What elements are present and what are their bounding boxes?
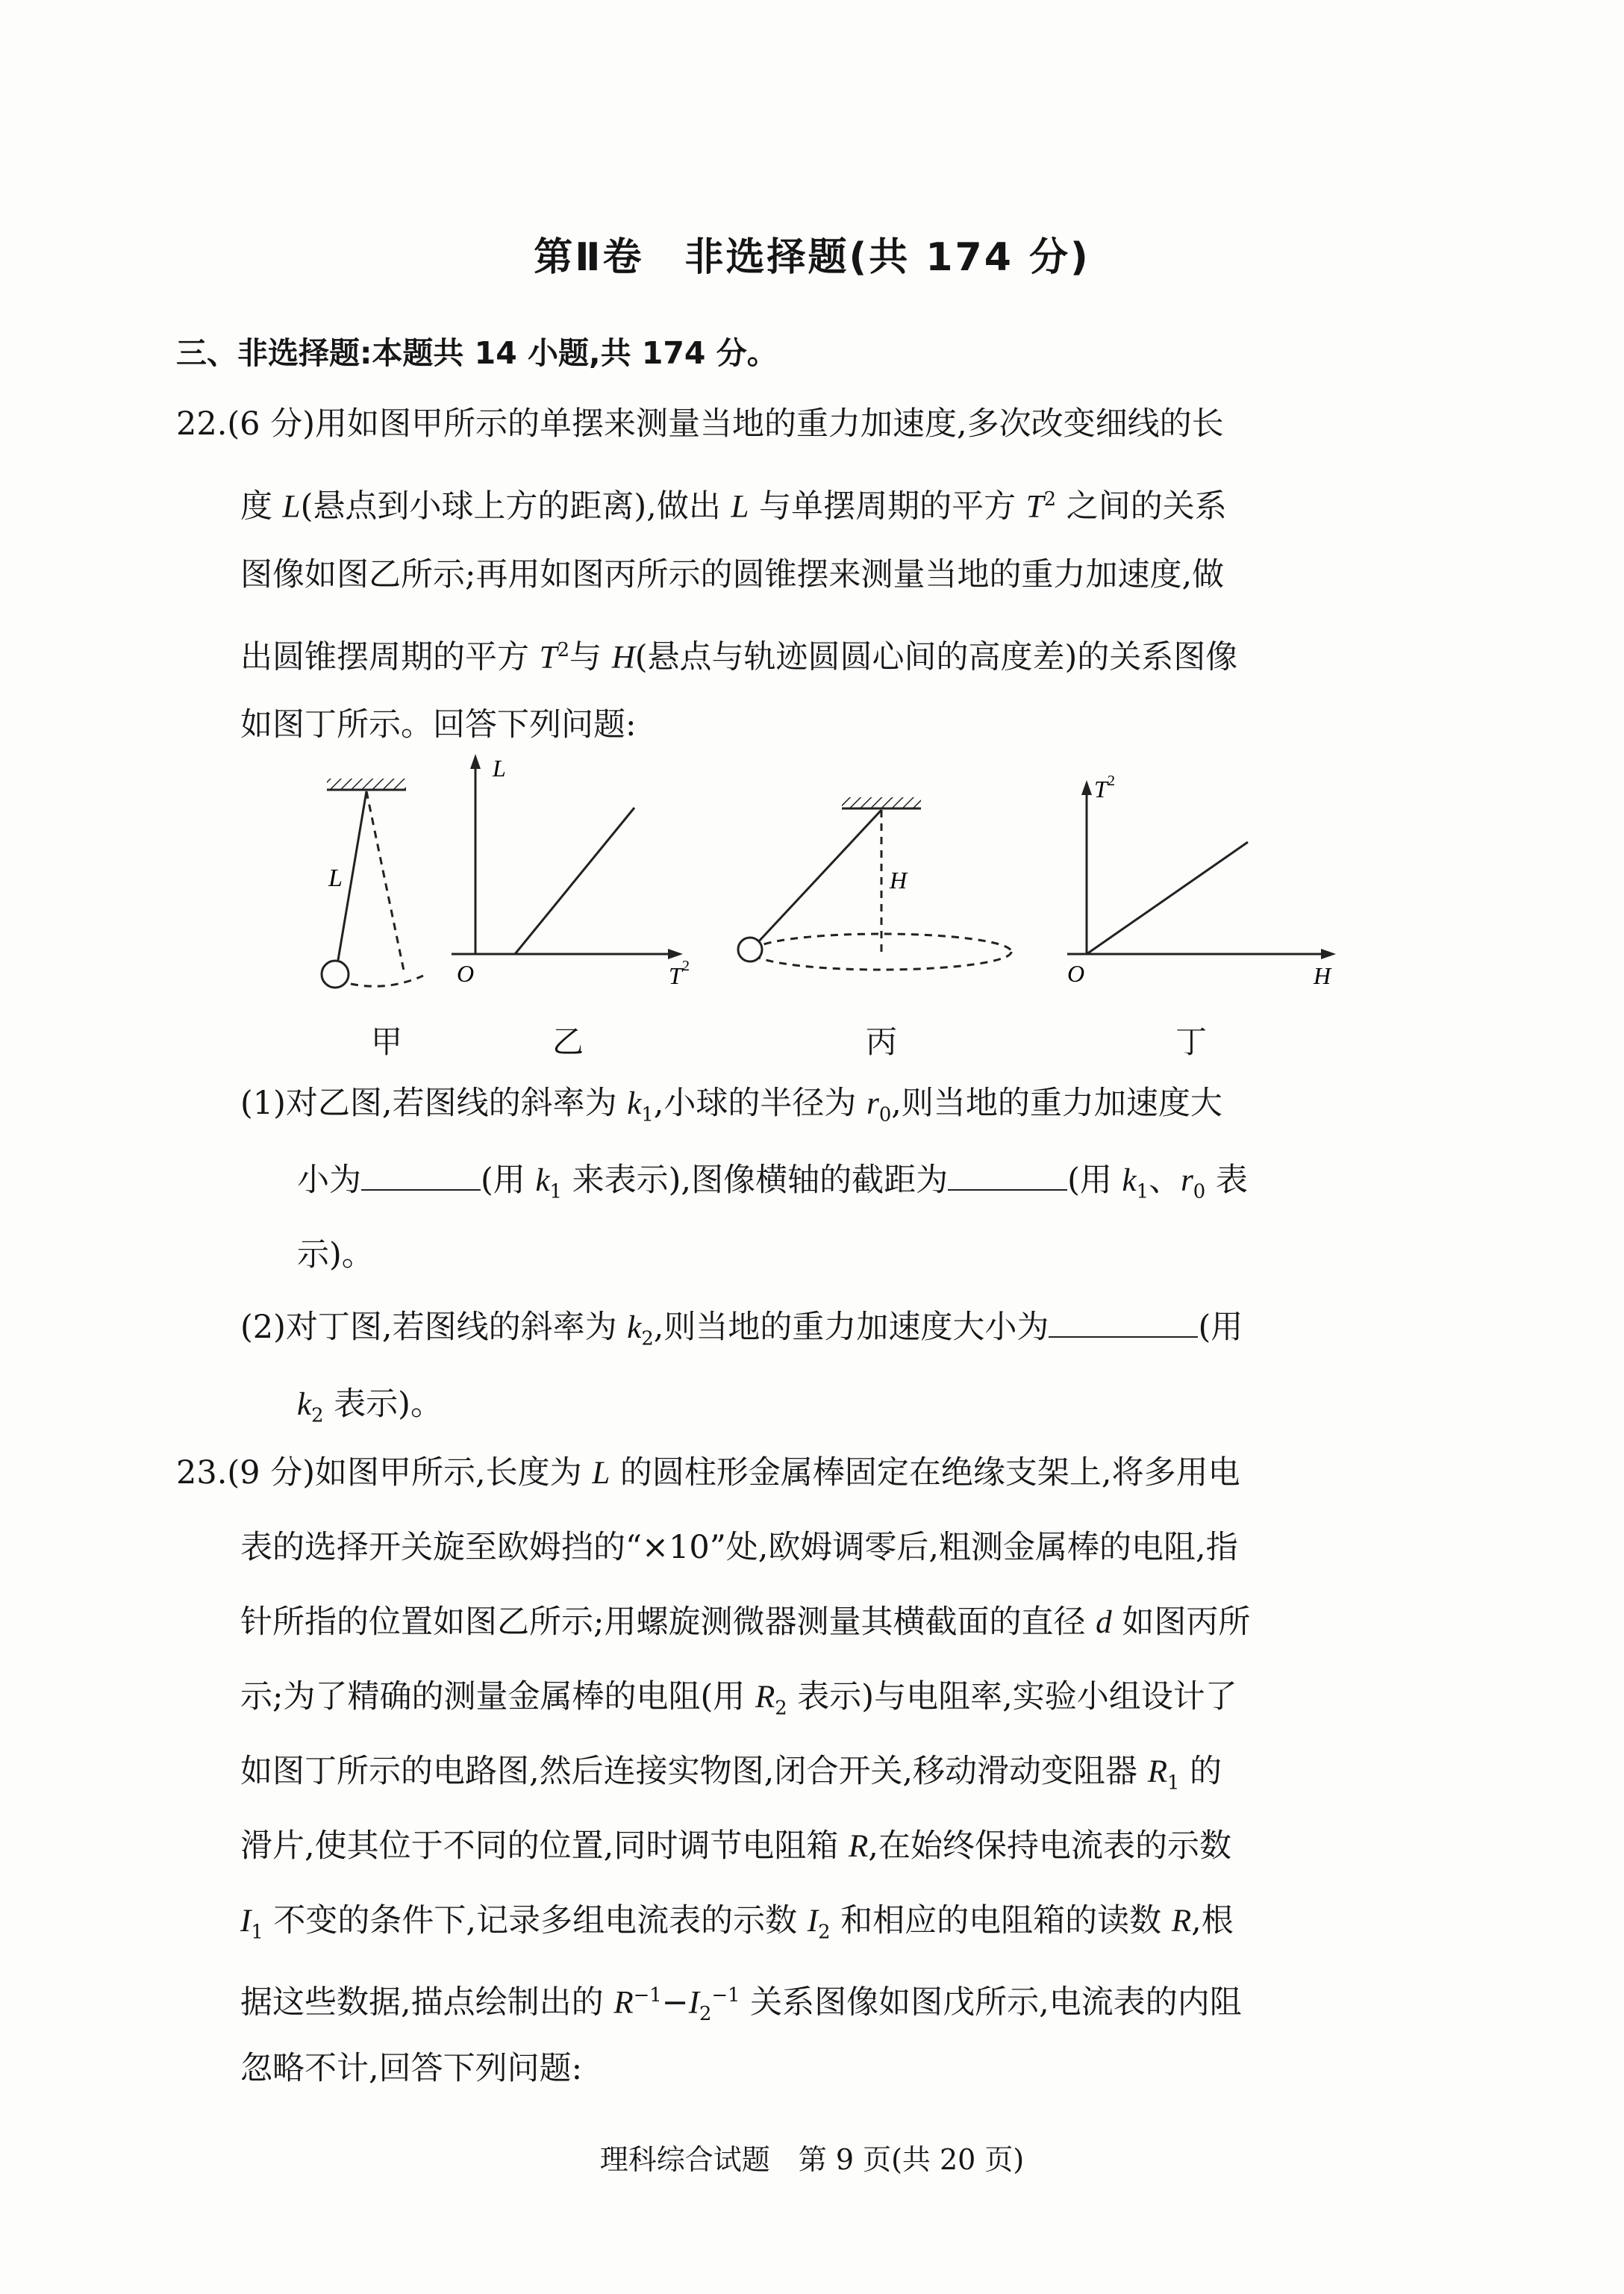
yi-origin-label: O (457, 960, 475, 987)
figure-ding-graph (1067, 773, 1336, 989)
q22-figures (299, 754, 1388, 1067)
answer-blank-g[interactable] (361, 1164, 481, 1191)
caption-ding: 丁 (1175, 1023, 1208, 1060)
q23-line-1: 23.(9 分)如图甲所示,长度为 L 的圆柱形金属棒固定在绝缘支架上,将多用电 (176, 1454, 1240, 1492)
figure-jia-pendulum (322, 779, 423, 988)
yi-axis-T-sup: 2 (682, 958, 690, 974)
q22-line-4: 出圆锥摆周期的平方 $T^2$与 H(悬点与轨迹圆圆心间的高度差)的关系图像 (240, 638, 1238, 676)
yi-axis-L-label: L (493, 755, 506, 782)
q22-part1-line-2: 小为 (用 $k_1$ 来表示),图像横轴的截距为 (用 $k_1$、$r_0$ 表 (297, 1162, 1248, 1203)
q23-line-3: 针所指的位置如图乙所示;用螺旋测微器测量其横截面的直径 d 如图丙所 (240, 1603, 1251, 1641)
q22-part1-line-3: 示)。 (297, 1236, 374, 1274)
caption-bing: 丙 (866, 1023, 898, 1060)
ding-axis-T-label: T (1094, 776, 1108, 802)
q23-line-8: 据这些数据,描点绘制出的 $R^{-1}-I_2^{-1}$ 关系图像如图戊所示,电流表的内阻 (240, 1983, 1242, 2025)
q23-number: 23. (176, 1454, 228, 1492)
q22-line-5: 如图丁所示。回答下列问题: (240, 706, 637, 744)
q23-line-6: 滑片,使其位于不同的位置,同时调节电阻箱 R,在始终保持电流表的示数 (240, 1827, 1231, 1865)
caption-yi: 乙 (552, 1023, 584, 1060)
q22-part2-line-2: $k_2$ 表示)。 (297, 1386, 443, 1427)
q22-line-1: 22.(6 分)用如图甲所示的单摆来测量当地的重力加速度,多次改变细线的长 (176, 405, 1224, 443)
q22-line-2: 度 L(悬点到小球上方的距离),做出 L 与单摆周期的平方 $T^2$ 之间的关系 (240, 487, 1227, 526)
fig-bing-H-label: H (890, 867, 908, 894)
ding-axis-H-label: H (1314, 962, 1331, 989)
q22-number: 22. (176, 405, 228, 443)
answer-blank-intercept[interactable] (948, 1164, 1067, 1191)
ding-axis-T-sup: 2 (1108, 773, 1115, 789)
ding-data-line (1087, 842, 1248, 954)
q23-line-4: 示;为了精确的测量金属棒的电阻(用 $R_2$ 表示)与电阻率,实验小组设计了 (240, 1678, 1237, 1720)
page-title: 第Ⅱ卷 非选择题(共 174 分) (534, 235, 1090, 280)
yi-data-line (515, 808, 634, 954)
fig-jia-L-label: L (328, 864, 343, 892)
q22-line-3: 图像如图乙所示;再用如图丙所示的圆锥摆来测量当地的重力加速度,做 (240, 556, 1225, 593)
caption-jia: 甲 (371, 1023, 403, 1060)
answer-blank-g2[interactable] (1049, 1311, 1198, 1338)
yi-axis-T-label: T (669, 962, 682, 989)
q23-line-5: 如图丁所示的电路图,然后连接实物图,闭合开关,移动滑动变阻器 $R_1$ 的 (240, 1753, 1222, 1795)
q23-line-9: 忽略不计,回答下列问题: (240, 2050, 583, 2087)
q23-line-2: 表的选择开关旋至欧姆挡的“×10”处,欧姆调零后,粗测金属棒的电阻,指 (240, 1529, 1238, 1566)
section-heading: 三、非选择题:本题共 14 小题,共 174 分。 (176, 335, 778, 371)
q23-line-7: $I_1$ 不变的条件下,记录多组电流表的示数 $I_2$ 和相应的电阻箱的读数 R,根 (240, 1902, 1234, 1944)
ding-origin-label: O (1067, 960, 1085, 987)
page-footer: 理科综合试题 第 9 页(共 20 页) (599, 2143, 1025, 2176)
q22-part2-line-1: (2)对丁图,若图线的斜率为 $k_2$,则当地的重力加速度大小为 (用 (240, 1309, 1243, 1350)
figure-bing-conical-pendulum (738, 797, 1011, 970)
figure-yi-graph (452, 754, 690, 989)
q22-part1-line-1: (1)对乙图,若图线的斜率为 $k_1$,小球的半径为 $r_0$,则当地的重力加速度大 (240, 1085, 1222, 1126)
